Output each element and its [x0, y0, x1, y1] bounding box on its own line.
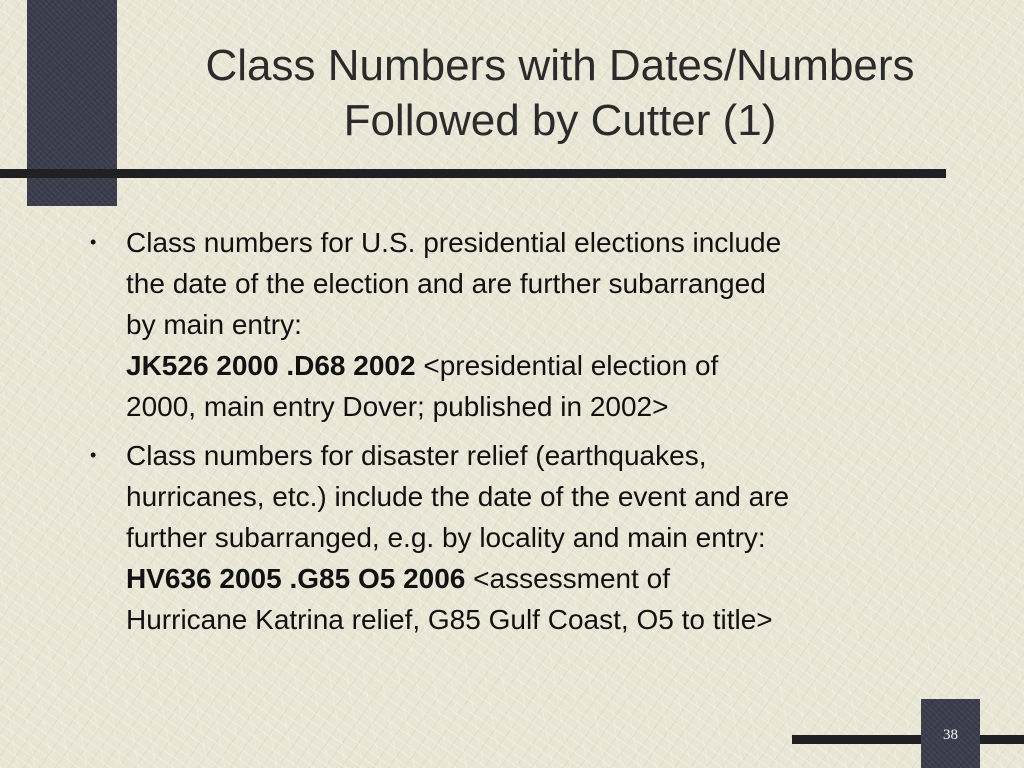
- bullet-text-line: by main entry:: [126, 309, 302, 340]
- bullet-text-line: Class numbers for U.S. presidential elections include: [126, 227, 782, 258]
- slide-body: [80, 222, 960, 648]
- example-class-number: JK526 2000 .D68 2002: [126, 350, 416, 381]
- bullet-text-line: hurricanes, etc.) include the date of the event and are: [126, 481, 790, 512]
- example-line: [126, 558, 960, 599]
- example-note: <assessment of: [465, 563, 671, 594]
- bullet-marker: •: [90, 445, 97, 465]
- page-number-box: [921, 699, 980, 768]
- example-note: <presidential election of: [415, 350, 719, 381]
- slide-title: [120, 38, 1000, 148]
- bullet-text-line: the date of the election and are further subarranged: [126, 268, 766, 299]
- slide-title-line-2: Followed by Cutter (1): [343, 96, 777, 145]
- title-divider-rule: [0, 169, 946, 178]
- bullet-item-disaster-relief: [80, 435, 960, 640]
- bullet-text-line: Class numbers for disaster relief (earthquakes,: [126, 440, 707, 471]
- page-number: 38: [943, 727, 958, 743]
- example-note-continuation: 2000, main entry Dover; published in 2002>: [126, 391, 669, 422]
- footer-divider-rule: [792, 735, 1024, 744]
- bullet-marker: •: [90, 232, 97, 252]
- slide-title-line-1: Class Numbers with Dates/Numbers: [205, 41, 915, 90]
- example-line: [126, 345, 960, 386]
- bullet-text-line: further subarranged, e.g. by locality and main entry:: [126, 522, 766, 553]
- example-note-continuation: Hurricane Katrina relief, G85 Gulf Coast, O5 to title>: [126, 604, 773, 635]
- example-class-number: HV636 2005 .G85 O5 2006: [126, 563, 466, 594]
- bullet-item-presidential-elections: [80, 222, 960, 427]
